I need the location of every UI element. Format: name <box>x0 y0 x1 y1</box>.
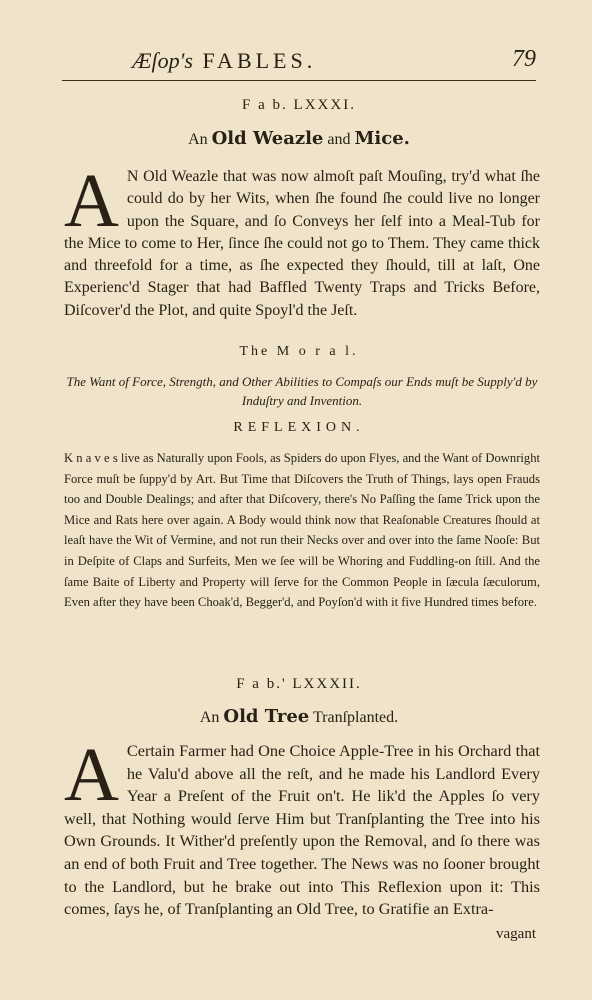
fable-title <box>62 706 536 727</box>
drop-cap: A <box>64 733 119 817</box>
title-blackletter: Old Weazle <box>211 128 324 149</box>
running-title <box>132 48 316 74</box>
fable-body <box>64 159 540 322</box>
moral-heading: The M o r a l. <box>239 344 359 359</box>
fable-body-text: N Old Weazle that was now almoſt paſt Mouſing, try'd what ſhe could do by her Wits, when ſhe found ſhe could live no longer upon the Square, and ſo Conveys her ſelf into a Meal-Tub for the Mice to come to Her, ſince ſhe could not go to Them. They came thick and threefold for a time, as ſhe expected they ſhould, till at laſt, One Experienc'd Stager that had Baffled Twenty Traps and Tricks Before, Diſcover'd the Plot, and quite Spoyl'd the Jeſt. <box>64 168 540 319</box>
title-word: An <box>199 709 220 726</box>
running-title-author: Æſop's <box>132 48 193 73</box>
fable-number: F a b. LXXXI. <box>242 97 356 113</box>
title-word: An <box>188 131 208 148</box>
drop-cap: A <box>64 159 119 243</box>
reflexion-text: K n a v e s live as Naturally upon Fools, as Spiders do upon Flyes, and the Want of Downright Force muſt be ſuppy'd by Art. But Time that Diſcovers the Truth of Things, lays open Frauds too and Double Dealings; and after that Diſcovery, there's No Paſſing the ſame Trick upon the Mice and Rats here over again. A Body would think now that Reaſonable Creatures ſhould at leaſt have the Wit of Vermine, and not run their Necks over and over into the ſame Nooſe: But in Deſpite of Claps and Surfeits, Men we ſee will be Whoring and Fuddling-on ſtill. And the ſame Baite of Liberty and Property will ſerve for the Common People in ſæcula ſæculorum, Even after they have been Choak'd, Begger'd, and Poyſon'd with it five Hundred times before. <box>64 451 540 610</box>
page-number: 79 <box>512 46 536 72</box>
moral-text: The Want of Force, Strength, and Other Abilities to Compaſs our Ends muſt be Supply'd by Induſtry and Invention. <box>66 374 538 408</box>
header-rule <box>62 80 536 81</box>
title-blackletter: Old Tree <box>223 706 310 727</box>
running-title-caps: FABLES. <box>202 48 317 73</box>
fable-body <box>64 733 540 921</box>
page-header <box>62 44 536 74</box>
fable-title <box>62 128 536 149</box>
reflexion-heading: REFLEXION. <box>233 420 365 435</box>
fable-number: F a b.' LXXXII. <box>236 676 362 692</box>
title-blackletter: Mice. <box>354 128 410 149</box>
title-word: and <box>327 131 351 148</box>
fable-body-text: Certain Farmer had One Choice Apple-Tree in his Orchard that he Valu'd above all the reſt, and he made his Landlord Every Year a Preſent of the Fruit on't. He lik'd the Apples ſo very well, that Nothing would ſerve Him but Tranſplanting the Tree into his Own Grounds. It Wither'd preſently upon the Removal, and ſo there was an end of both Fruit and Tree together. The News was no ſooner brought to the Landlord, but he brake out into This Reflexion upon it: This comes, ſays he, of Tranſplanting an Old Tree, to Gratifie an Extra- <box>64 741 540 919</box>
title-word: Tranſplanted. <box>312 709 399 726</box>
catchword: vagant <box>496 926 536 942</box>
